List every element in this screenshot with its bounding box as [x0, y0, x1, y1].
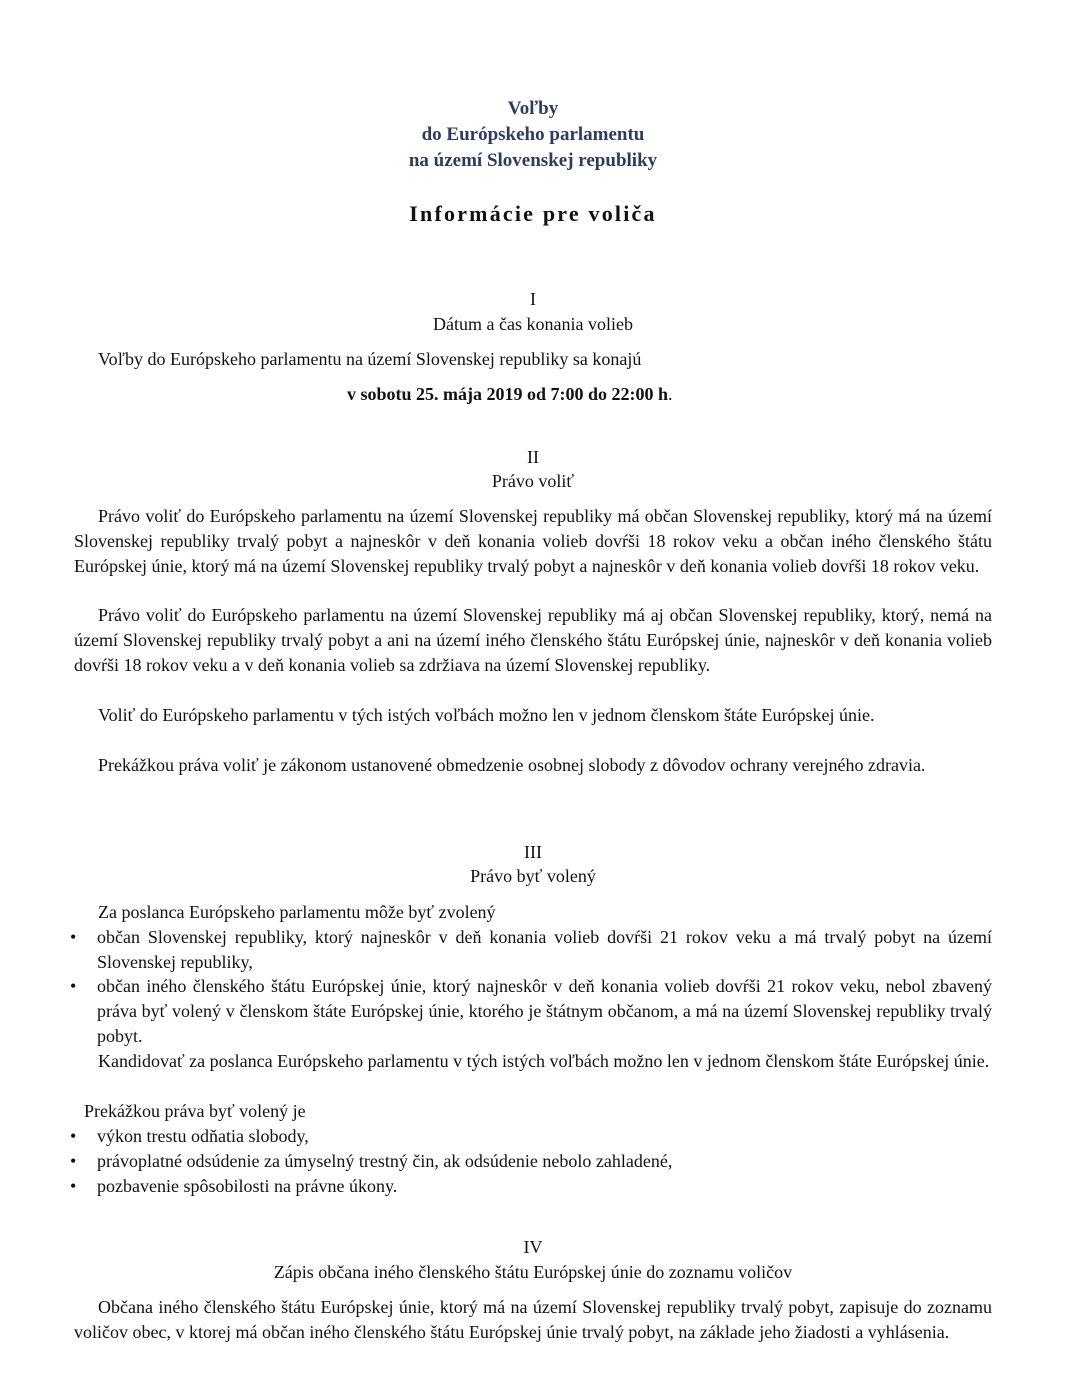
section-1-intro: Voľby do Európskeho parlamentu na území Slovenskej republiky sa konajú: [98, 349, 642, 369]
election-date: v sobotu 25. mája 2019 od 7:00 do 22:00 h: [347, 384, 669, 404]
document-subtitle: Informácie pre voliča: [409, 201, 657, 226]
section-3-heading: Právo byť volený: [470, 866, 596, 886]
bullet-icon: •: [70, 976, 77, 996]
section-2-paragraph-4: Prekážkou práva voliť je zákonom ustanovené obmedzenie osobnej slobody z dôvodov ochrany verejného zdravia.: [98, 755, 926, 775]
list-item: [70, 974, 992, 1049]
section-1-numeral: I: [530, 289, 536, 309]
section-2-paragraph-1: Právo voliť do Európskeho parlamentu na území Slovenskej republiky má občan Slovenskej republiky, ktorý má na území Slovenskej republiky trvalý pobyt a najneskôr v deň konania volieb dovŕši 18 rokov veku a občan iného členského štátu Európskej únie, ktorý má na území Slovenskej republiky trvalý pobyt a najneskôr v deň konania volieb dovŕši 18 rokov veku.: [74, 506, 992, 576]
bullet-icon: •: [70, 1151, 77, 1171]
section-4-numeral: IV: [523, 1237, 543, 1257]
section-2-paragraph-2: Právo voliť do Európskeho parlamentu na území Slovenskej republiky má aj občan Slovenskej republiky, ktorý, nemá na území Slovenskej republiky trvalý pobyt a ani na území iného členského štátu Európskej únie, najneskôr v deň konania volieb dovŕši 18 rokov veku a v deň konania volieb sa zdržiava na území Slovenskej republiky.: [74, 605, 992, 675]
list-item: [70, 1124, 992, 1149]
section-4-heading: Zápis občana iného členského štátu Európskej únie do zoznamu voličov: [273, 1262, 793, 1282]
title-line-3: na území Slovenskej republiky: [408, 150, 658, 171]
section-3-numeral: III: [524, 842, 542, 862]
section-1-heading: Dátum a čas konania volieb: [433, 314, 633, 334]
section-2-numeral: II: [527, 447, 539, 467]
section-2-paragraph-3: Voliť do Európskeho parlamentu v tých istých voľbách možno len v jednom členskom štáte Európskej únie.: [98, 705, 875, 725]
title-line-2: do Európskeho parlamentu: [421, 124, 645, 145]
list-item: [70, 1149, 992, 1174]
list-item-text: občan Slovenskej republiky, ktorý najneskôr v deň konania volieb dovŕši 21 rokov veku a má trvalý pobyt na území Slovenskej republiky,: [97, 927, 992, 972]
list-item-text: občan iného členského štátu Európskej únie, ktorý najneskôr v deň konania volieb dovŕši 21 rokov veku, nebol zbavený práva byť volený v členskom štáte Európskej únie, ktorého je štátnym občanom, a má na území Slovenskej republiky trvalý pobyt.: [97, 976, 992, 1046]
section-1-date: [347, 382, 673, 406]
title-line-1: Voľby: [507, 98, 559, 119]
section-3-obstacle-intro: Prekážkou práva byť volený je: [84, 1101, 306, 1121]
section-4-paragraph-1: Občana iného členského štátu Európskej únie, ktorý má na území Slovenskej republiky trvalý pobyt, zapisuje do zoznamu voličov obec, v ktorej má občan iného členského štátu Európskej únie trvalý pobyt, na základe jeho žiadosti a vyhlásenia.: [74, 1297, 992, 1342]
section-3-intro: Za poslanca Európskeho parlamentu môže byť zvolený: [98, 902, 496, 922]
section-2-heading: Právo voliť: [491, 471, 575, 491]
list-item: [70, 925, 992, 975]
list-item-text: výkon trestu odňatia slobody,: [97, 1126, 309, 1146]
list-item-text: právoplatné odsúdenie za úmyselný trestný čin, ak odsúdenie nebolo zahladené,: [97, 1151, 673, 1171]
bullet-icon: •: [70, 1176, 77, 1196]
list-item-text: pozbavenie spôsobilosti na právne úkony.: [97, 1176, 398, 1196]
election-date-period: .: [668, 384, 673, 404]
bullet-icon: •: [70, 1126, 77, 1146]
section-3-paragraph-candidacy: Kandidovať za poslanca Európskeho parlamentu v tých istých voľbách možno len v jednom členskom štáte Európskej únie.: [98, 1051, 990, 1071]
list-item: [70, 1174, 992, 1199]
bullet-icon: •: [70, 927, 77, 947]
